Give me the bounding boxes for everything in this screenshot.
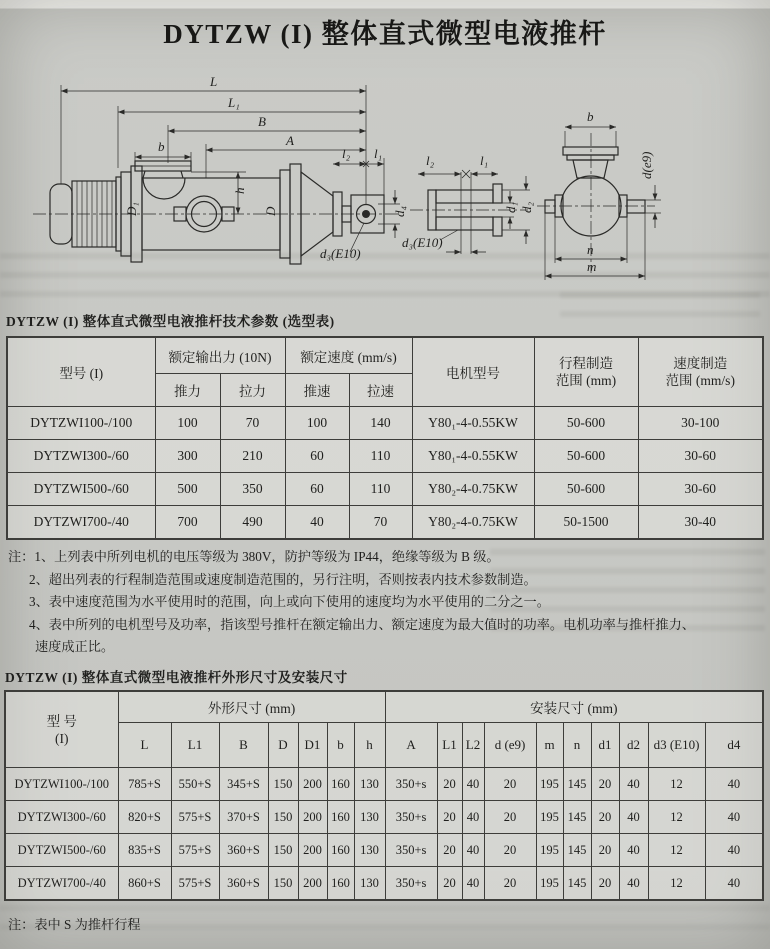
table-cell: 360+S: [219, 867, 268, 901]
table-cell: 40: [705, 768, 763, 801]
side-view-technical-drawing: [28, 60, 433, 300]
table-cell: 12: [648, 768, 705, 801]
col-header: d2: [619, 723, 648, 768]
col-header: D1: [298, 723, 327, 768]
dim-label-l2: l₂: [342, 146, 351, 161]
col-header: n: [563, 723, 591, 768]
note-line: 2、超出列表的行程制造范围或速度制造范围的，另行注明，否则按表内技术参数制造。: [29, 571, 537, 587]
table-cell: 30-60: [638, 440, 763, 473]
table-cell: 50-600: [534, 473, 638, 506]
table-cell: Y80₂-4-0.75KW: [412, 473, 534, 506]
stroke-range-line2: 范围 (mm): [555, 373, 617, 388]
table-cell: 12: [648, 834, 705, 867]
dim-label-d2: d₂: [519, 201, 534, 213]
table-cell: 700: [155, 506, 220, 540]
col-header: h: [354, 723, 385, 768]
table-cell: 350+s: [385, 867, 437, 901]
table-cell: 20: [437, 867, 462, 901]
table-cell: 50-1500: [534, 506, 638, 540]
col-header-model: [5, 691, 118, 768]
stroke-range-line1: 行程制造: [559, 356, 613, 371]
page-title: DYTZW (I) 整体直式微型电液推杆: [163, 19, 607, 49]
col-header: b: [327, 723, 354, 768]
table-cell: 60: [285, 473, 349, 506]
table-cell: 160: [327, 801, 354, 834]
dim-label-L1: L₁: [228, 95, 240, 110]
table-cell: 50-600: [534, 440, 638, 473]
table-cell: 130: [354, 768, 385, 801]
table-cell: 150: [268, 768, 298, 801]
table-cell: 500: [155, 473, 220, 506]
table-cell: 40: [462, 867, 484, 901]
table-cell: 40: [462, 834, 484, 867]
table-cell: DYTZWI500-/60: [5, 834, 118, 867]
note-line: 注：1、上列表中所列电机的电压等级为 380V，防护等级为 IP44，绝缘等级为 B 级。: [8, 549, 500, 564]
col-header: A: [385, 723, 437, 768]
col-header: D: [268, 723, 298, 768]
col-header: m: [536, 723, 563, 768]
col-header: d3 (E10): [648, 723, 705, 768]
dim-label-D1: D₁: [124, 202, 139, 216]
table-cell: 70: [349, 506, 412, 540]
dim-label-l2: l₂: [426, 153, 435, 168]
table-cell: 110: [349, 440, 412, 473]
col-group-outline-dims: 外形尺寸 (mm): [118, 691, 385, 723]
table-cell: DYTZWI700-/40: [5, 867, 118, 901]
table-row: [7, 440, 763, 473]
dim-label-L: L: [210, 74, 218, 89]
table-cell: 30-60: [638, 473, 763, 506]
table-cell: 40: [619, 768, 648, 801]
table-cell: 50-600: [534, 407, 638, 440]
col-header: d (e9): [484, 723, 536, 768]
table-cell: 130: [354, 867, 385, 901]
dim-label-d3: d₃(E10): [402, 235, 443, 250]
hole-axis-lines: [461, 170, 471, 254]
table-cell: DYTZWI100-/100: [7, 407, 155, 440]
table-cell: 20: [591, 768, 619, 801]
end-view-outline: [545, 147, 645, 236]
dim-label-d1: d₁: [503, 201, 518, 213]
table-cell: 160: [327, 768, 354, 801]
col-header-speed-range: [638, 337, 763, 407]
dim-label-B: B: [258, 114, 266, 129]
note-line: 速度成正比。: [35, 639, 115, 654]
table-cell: 200: [298, 801, 327, 834]
table-cell: 20: [484, 834, 536, 867]
dim-label-d4: d₄: [392, 205, 407, 217]
table-cell: 12: [648, 801, 705, 834]
table-cell: 195: [536, 867, 563, 901]
table-cell: 195: [536, 768, 563, 801]
dimension-lines: [61, 91, 395, 252]
table-cell: 300: [155, 440, 220, 473]
table1-caption: DYTZW (I) 整体直式微型电液推杆技术参数 (选型表): [6, 314, 335, 329]
table-cell: 785+S: [118, 768, 171, 801]
dim-label-l1: l₁: [480, 153, 489, 168]
table-cell: 200: [298, 768, 327, 801]
table-cell: 20: [591, 801, 619, 834]
dim-label-b: b: [587, 109, 594, 124]
table-cell: 200: [298, 867, 327, 901]
table-cell: 575+S: [171, 834, 219, 867]
speed-range-line2: 范围 (mm/s): [665, 373, 735, 388]
col-header-pull-speed: 拉速: [349, 374, 412, 407]
table-cell: 195: [536, 834, 563, 867]
col-header-stroke-range: [534, 337, 638, 407]
table-cell: 40: [705, 801, 763, 834]
table-cell: 820+S: [118, 801, 171, 834]
table-cell: 835+S: [118, 834, 171, 867]
dim-label-n: n: [587, 242, 594, 257]
footnote: 注：表中 S 为推杆行程: [8, 917, 141, 932]
table-cell: DYTZWI300-/60: [5, 801, 118, 834]
table-cell: 40: [619, 834, 648, 867]
table-cell: 20: [484, 801, 536, 834]
table-cell: 40: [285, 506, 349, 540]
table-cell: 860+S: [118, 867, 171, 901]
speed-range-line1: 速度制造: [673, 356, 728, 371]
col-header-model: 型号 (I): [7, 337, 155, 407]
table-cell: 150: [268, 834, 298, 867]
table-cell: 20: [591, 867, 619, 901]
table-cell: 160: [327, 834, 354, 867]
table-cell: 200: [298, 834, 327, 867]
table-cell: 160: [327, 867, 354, 901]
col-header: L: [118, 723, 171, 768]
table-cell: 370+S: [219, 801, 268, 834]
note-line: 3、表中速度范围为水平使用时的范围，向上或向下使用的速度均为水平使用的二分之一。: [29, 594, 550, 609]
table-row: [5, 867, 763, 901]
model-header-line1: 型 号: [46, 713, 77, 729]
col-header: d4: [705, 723, 763, 768]
table-cell: 30-100: [638, 407, 763, 440]
table-row: [5, 834, 763, 867]
dim-label-A: A: [286, 133, 294, 148]
table-cell: 60: [285, 440, 349, 473]
technical-parameters-table: [6, 336, 764, 540]
dim-label-m: m: [587, 259, 597, 274]
table-cell: 40: [462, 768, 484, 801]
table-cell: 140: [349, 407, 412, 440]
table-cell: 490: [220, 506, 285, 540]
note-line: 4、表中所列的电机型号及功率，指该型号推杆在额定输出力、额定速度为最大值时的功率。电机功率与推杆推力、: [29, 616, 695, 632]
table-cell: Y80₁-4-0.55KW: [412, 440, 534, 473]
table-cell: 150: [268, 867, 298, 901]
table-cell: 150: [268, 801, 298, 834]
notes-block: [8, 546, 760, 659]
table-cell: 20: [591, 834, 619, 867]
table-row: [7, 473, 763, 506]
table-cell: 550+S: [171, 768, 219, 801]
table-cell: DYTZWI100-/100: [5, 768, 118, 801]
table-cell: 350+s: [385, 768, 437, 801]
table-row: [7, 407, 763, 440]
table-cell: 70: [220, 407, 285, 440]
table-cell: 20: [484, 867, 536, 901]
col-header-rated-force: 额定输出力 (10N): [155, 337, 285, 374]
table-row: [7, 506, 763, 540]
table-cell: 30-40: [638, 506, 763, 540]
col-header-motor-model: 电机型号: [412, 337, 534, 407]
table-cell: 20: [437, 801, 462, 834]
table-cell: 350: [220, 473, 285, 506]
end-view-drawing: [543, 105, 768, 305]
table-cell: 40: [462, 801, 484, 834]
table-cell: 195: [536, 801, 563, 834]
table-cell: 350+s: [385, 834, 437, 867]
table-cell: 110: [349, 473, 412, 506]
table-cell: 145: [563, 768, 591, 801]
table-cell: 40: [705, 834, 763, 867]
table-row: [5, 768, 763, 801]
table-cell: 100: [285, 407, 349, 440]
table-cell: 145: [563, 834, 591, 867]
table-cell: 130: [354, 834, 385, 867]
dim-label-de9: d(e9): [639, 151, 654, 179]
table-cell: DYTZWI300-/60: [7, 440, 155, 473]
table-cell: 210: [220, 440, 285, 473]
table-cell: 40: [705, 867, 763, 901]
table-cell: 40: [619, 867, 648, 901]
table-cell: 145: [563, 867, 591, 901]
col-header-rated-speed: 额定速度 (mm/s): [285, 337, 412, 374]
table-cell: DYTZWI700-/40: [7, 506, 155, 540]
table-cell: 12: [648, 867, 705, 901]
table-cell: 130: [354, 801, 385, 834]
dim-label-h: h: [232, 187, 247, 194]
table-cell: 145: [563, 801, 591, 834]
col-header: L1: [437, 723, 462, 768]
table-cell: 100: [155, 407, 220, 440]
col-header: B: [219, 723, 268, 768]
col-header: L2: [462, 723, 484, 768]
table-cell: 575+S: [171, 801, 219, 834]
table-cell: 350+s: [385, 801, 437, 834]
table-cell: 360+S: [219, 834, 268, 867]
table-cell: Y80₂-4-0.75KW: [412, 506, 534, 540]
table-cell: DYTZWI500-/60: [7, 473, 155, 506]
dim-label-d3: d₃(E10): [320, 246, 361, 261]
table2-caption: DYTZW (I) 整体直式微型电液推杆外形尺寸及安装尺寸: [5, 670, 348, 685]
col-header: d1: [591, 723, 619, 768]
col-header-push-force: 推力: [155, 374, 220, 407]
col-header-pull-force: 拉力: [220, 374, 285, 407]
dim-label-D: D: [263, 206, 278, 216]
col-header-push-speed: 推速: [285, 374, 349, 407]
dimensions-table: [4, 690, 764, 901]
table-cell: Y80₁-4-0.55KW: [412, 407, 534, 440]
col-header: L1: [171, 723, 219, 768]
table-cell: 345+S: [219, 768, 268, 801]
dim-label-l1: l₁: [374, 146, 383, 161]
table-cell: 20: [484, 768, 536, 801]
table-cell: 40: [619, 801, 648, 834]
dim-label-b: b: [158, 139, 165, 154]
table-row: [5, 801, 763, 834]
table-cell: 20: [437, 834, 462, 867]
col-group-mounting-dims: 安装尺寸 (mm): [385, 691, 763, 723]
table-cell: 20: [437, 768, 462, 801]
table-cell: 575+S: [171, 867, 219, 901]
model-header-line2: (I): [55, 730, 69, 746]
